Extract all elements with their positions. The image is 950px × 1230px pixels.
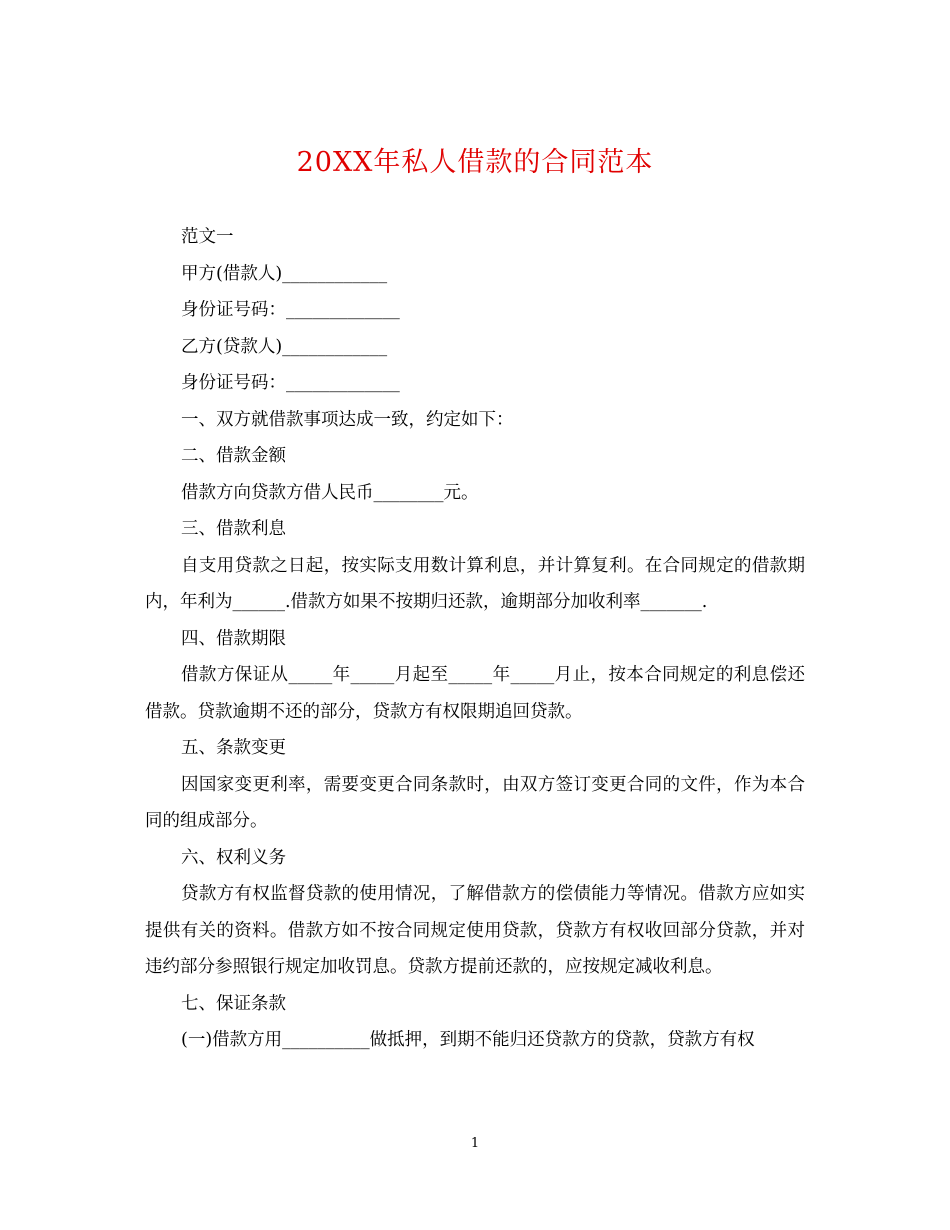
heading-change: 五、条款变更 [181, 738, 286, 758]
heading-guarantee: 七、保证条款 [181, 993, 286, 1014]
heading-interest: 三、借款利息 [181, 519, 286, 539]
change-paragraph: 因国家变更利率，需要变更合同条款时，由双方签订变更合同的文件，作为本合同的组成部分。 [145, 774, 805, 831]
party-a-id-field: 身份证号码：_____________ [181, 300, 400, 320]
rights-paragraph: 贷款方有权监督贷款的使用情况，了解借款方的偿债能力等情况。借款方应如实提供有关的资料。借款方如不按合同规定使用贷款，贷款方有权收回部分贷款，并对违约部分参照银行规定加收罚息。贷款方提前还款的，应按规定减收利息。 [145, 884, 805, 977]
document-title: 20XX年私人借款的合同范本 [296, 147, 654, 178]
heading-rights: 六、权利义务 [181, 847, 286, 868]
amount-text: 借款方向贷款方借人民币________元。 [181, 482, 479, 503]
party-a-field: 甲方(借款人)____________ [181, 263, 388, 284]
section-label: 范文一 [181, 227, 234, 247]
term-paragraph: 借款方保证从_____年_____月起至_____年_____月止，按本合同规定的利息偿还借款。贷款逾期不还的部分，贷款方有权限期追回贷款。 [145, 665, 805, 722]
guarantee-paragraph: (一)借款方用__________做抵押，到期不能归还贷款方的贷款，贷款方有权 [181, 1030, 755, 1050]
heading-agreement: 一、双方就借款事项达成一致，约定如下： [181, 409, 514, 430]
party-b-field: 乙方(贷款人)____________ [181, 336, 388, 357]
heading-term: 四、借款期限 [181, 628, 286, 649]
document-body [145, 219, 805, 1059]
page-number: 1 [470, 1136, 480, 1151]
party-b-id-field: 身份证号码：_____________ [181, 373, 400, 393]
interest-paragraph: 自支用贷款之日起，按实际支用数计算利息，并计算复利。在合同规定的借款期内，年利为______.借款方如果不按期归还款，逾期部分加收利率_______. [145, 555, 805, 612]
heading-amount: 二、借款金额 [181, 446, 286, 466]
